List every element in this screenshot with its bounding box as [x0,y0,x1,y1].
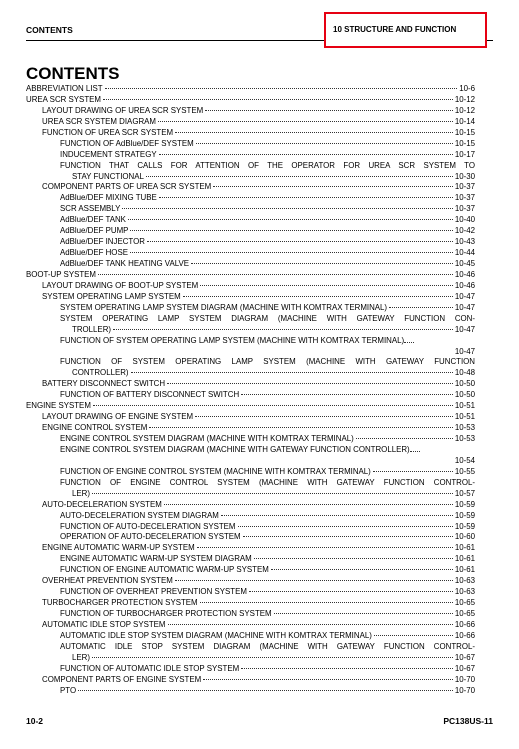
toc-leader-dots [241,668,453,669]
toc-entry[interactable] [26,95,475,106]
toc-page: 10-43 [454,237,475,247]
toc-leader-dots [93,405,453,406]
toc-page: 10-37 [454,204,475,214]
toc-entry-title: LAYOUT DRAWING OF BOOT-UP SYSTEM [42,280,199,290]
toc-page: 10-42 [454,226,475,236]
toc-entry[interactable] [26,226,475,237]
toc-entry[interactable] [26,565,475,576]
toc-leader-dots [404,342,414,343]
toc-entry[interactable] [26,248,475,259]
toc-entry-title: ENGINE AUTOMATIC WARM-UP SYSTEM DIAGRAM [60,554,252,564]
toc-entry[interactable] [26,292,475,303]
toc-entry-title: AdBlue/DEF TANK [60,215,126,225]
toc-entry-title: AdBlue/DEF HOSE [60,248,128,258]
toc-page: 10-53 [454,434,475,443]
toc-leader-dots [78,690,453,691]
toc-entry-title: ABBREVIATION LIST [26,84,103,93]
page-title: CONTENTS [26,64,120,83]
toc-entry-title: FUNCTION OF TURBOCHARGER PROTECTION SYSTEM [60,609,272,618]
header-section-label: CONTENTS [26,25,73,35]
toc-entry-line[interactable] [26,445,475,456]
toc-leader-dots [146,176,453,177]
toc-entry-title: AUTOMATIC IDLE STOP SYSTEM DIAGRAM (MACHINE WITH KOMTRAX TERMINAL) [60,630,372,640]
toc-entry-title: COMPONENT PARTS OF ENGINE SYSTEM [42,674,202,684]
toc-leader-dots [205,110,453,111]
toc-leader-dots [249,591,453,592]
toc-page: 10-59 [454,521,475,531]
toc-entry-line[interactable] [26,357,475,368]
toc-leader-dots [241,394,453,395]
toc-entry[interactable] [26,150,475,161]
toc-entry-title: AdBlue/DEF INJECTOR [60,237,145,247]
toc-leader-dots [175,132,453,133]
toc-entry-title: OPERATION OF AUTO-DECELERATION SYSTEM [60,532,241,542]
toc-leader-dots [221,515,453,516]
toc-entry[interactable] [26,182,475,193]
toc-entry[interactable] [26,467,475,478]
toc-page: 10-51 [454,412,475,422]
toc-leader-dots [213,186,453,187]
toc-entry-title: ENGINE AUTOMATIC WARM-UP SYSTEM [42,543,195,553]
toc-entry[interactable] [26,609,475,620]
toc-entry-title: LER) [72,652,90,662]
toc-leader-dots [191,263,453,264]
toc-entry[interactable] [26,522,475,533]
toc-entry[interactable] [26,412,475,423]
toc-page: 10-54 [454,455,475,465]
toc-entry[interactable] [26,259,475,270]
toc-entry-line[interactable] [26,161,475,172]
toc-page: 10-61 [454,554,475,564]
toc-entry[interactable] [26,500,475,511]
toc-entry[interactable] [26,215,475,226]
toc-entry[interactable] [26,664,475,675]
toc-page: 10-45 [454,259,475,268]
toc-entry[interactable] [26,653,475,664]
toc-leader-dots [164,504,453,505]
toc-entry[interactable] [26,576,475,587]
toc-entry[interactable] [26,511,475,522]
toc-leader-dots [147,241,453,242]
toc-entry[interactable] [26,401,475,412]
toc-page: 10-63 [454,587,475,597]
toc-leader-dots [274,613,453,614]
toc-entry-title: FUNCTION OF SYSTEM OPERATING LAMP SYSTEM (MACHINE WITH KOMTRAX TERMINAL) [60,335,405,345]
toc-leader-dots [103,99,453,100]
toc-leader-dots [175,580,453,581]
toc-leader-dots [167,383,453,384]
toc-entry[interactable] [26,554,475,565]
toc-page: 10-14 [454,116,475,126]
table-of-contents [26,84,475,697]
toc-entry[interactable] [26,379,475,390]
toc-entry-title: AdBlue/DEF MIXING TUBE [60,193,157,203]
toc-entry-title: INDUCEMENT STRATEGY [60,149,157,159]
toc-page: 10-30 [454,171,475,181]
toc-entry-title: UREA SCR SYSTEM DIAGRAM [42,116,156,126]
toc-entry-title: UREA SCR SYSTEM [26,94,101,104]
toc-page: 10-37 [454,182,475,192]
toc-page: 10-46 [454,280,475,290]
toc-leader-dots [92,493,453,494]
toc-page: 10-53 [454,423,475,433]
toc-entry-title: AUTOMATIC IDLE STOP SYSTEM DIAGRAM (MACHINE WITH GATEWAY FUNCTION CONTROL- [60,641,475,651]
toc-page: 10-70 [454,685,475,695]
toc-entry-title: LAYOUT DRAWING OF UREA SCR SYSTEM [42,105,204,115]
toc-leader-dots [254,558,453,559]
toc-entry-line[interactable] [26,336,475,347]
toc-page: 10-15 [454,138,475,148]
toc-entry-title: FUNCTION OF ENGINE CONTROL SYSTEM (MACHINE WITH GATEWAY FUNCTION CONTROL- [60,477,475,487]
toc-leader-dots [203,679,453,680]
toc-entry[interactable] [26,489,475,500]
toc-entry-title: TURBOCHARGER PROTECTION SYSTEM [42,598,198,608]
toc-entry[interactable] [26,532,475,543]
toc-page: 10-12 [454,105,475,115]
toc-leader-dots [159,154,453,155]
toc-leader-dots [168,624,453,625]
toc-leader-dots [197,547,453,548]
toc-entry-title: TROLLER) [72,324,112,334]
toc-entry-title: FUNCTION THAT CALLS FOR ATTENTION OF THE OPERATOR FOR UREA SCR SYSTEM TO [60,160,475,170]
toc-leader-dots [128,219,453,220]
toc-page: 10-63 [454,576,475,586]
toc-entry[interactable] [26,423,475,434]
toc-entry-line[interactable] [26,478,475,489]
toc-entry-title: FUNCTION OF SYSTEM OPERATING LAMP SYSTEM (MACHINE WITH GATEWAY FUNCTION [60,357,475,367]
toc-leader-dots [374,635,453,636]
toc-entry[interactable] [26,686,475,697]
toc-leader-dots [243,536,453,537]
toc-page: 10-67 [454,652,475,662]
toc-page: 10-37 [454,193,475,203]
toc-leader-dots [159,197,453,198]
toc-entry[interactable] [26,325,475,336]
toc-entry-title: CONTROLLER) [72,368,129,378]
toc-page: 10-48 [454,368,475,378]
toc-entry-title: SYSTEM OPERATING LAMP SYSTEM DIAGRAM (MACHINE WITH GATEWAY FUNCTION CON- [60,313,475,323]
toc-entry-title: FUNCTION OF AUTO-DECELERATION SYSTEM [60,521,236,531]
toc-entry-title: FUNCTION OF AUTOMATIC IDLE STOP SYSTEM [60,663,240,673]
toc-entry[interactable] [26,139,475,150]
toc-entry-title: BATTERY DISCONNECT SWITCH [42,379,166,389]
toc-entry[interactable] [26,434,475,445]
toc-entry[interactable] [26,390,475,401]
toc-page: 10-12 [454,94,475,104]
toc-entry-title: LER) [72,488,90,498]
toc-entry-line[interactable] [26,642,475,653]
toc-leader-dots [158,121,453,122]
toc-entry-title: FUNCTION OF BATTERY DISCONNECT SWITCH [60,390,240,400]
toc-entry[interactable] [26,237,475,248]
toc-leader-dots [183,296,453,297]
toc-entry-line[interactable] [26,314,475,325]
toc-page-continuation[interactable] [26,347,475,358]
toc-leader-dots [149,427,452,428]
toc-page: 10-65 [454,609,475,618]
toc-page: 10-66 [454,619,475,629]
toc-entry[interactable] [26,281,475,292]
toc-entry-title: ENGINE CONTROL SYSTEM [42,423,148,433]
toc-page: 10-51 [454,401,475,411]
toc-entry-title: AUTO-DECELERATION SYSTEM DIAGRAM [60,510,219,520]
toc-leader-dots [105,88,458,89]
toc-leader-dots [196,143,453,144]
toc-page: 10-59 [454,510,475,520]
toc-leader-dots [98,274,453,275]
toc-entry-title: COMPONENT PARTS OF UREA SCR SYSTEM [42,182,212,192]
toc-entry[interactable] [26,587,475,598]
toc-entry-title: PTO [60,685,77,695]
toc-entry-title: BOOT-UP SYSTEM [26,269,97,279]
toc-page: 10-6 [459,84,475,93]
toc-leader-dots [195,416,453,417]
footer-model-number: PC138US-11 [443,716,493,726]
toc-leader-dots [389,307,453,308]
toc-entry[interactable] [26,117,475,128]
toc-page: 10-17 [454,149,475,159]
toc-leader-dots [410,451,420,452]
toc-page-continuation[interactable] [26,456,475,467]
toc-page: 10-60 [454,532,475,542]
toc-entry-title: SYSTEM OPERATING LAMP SYSTEM DIAGRAM (MACHINE WITH KOMTRAX TERMINAL) [60,302,388,312]
toc-entry-title: AUTOMATIC IDLE STOP SYSTEM [42,619,166,629]
toc-page: 10-47 [454,302,475,312]
toc-entry[interactable] [26,106,475,117]
toc-entry[interactable] [26,631,475,642]
toc-entry-title: FUNCTION OF OVERHEAT PREVENTION SYSTEM [60,587,247,597]
toc-entry[interactable] [26,620,475,631]
toc-page: 10-55 [454,466,475,476]
toc-entry-title: FUNCTION OF AdBlue/DEF SYSTEM [60,138,194,148]
toc-leader-dots [271,569,453,570]
toc-page: 10-57 [454,488,475,498]
toc-entry[interactable] [26,368,475,379]
toc-page: 10-47 [454,346,475,356]
toc-page: 10-61 [454,543,475,553]
toc-entry[interactable] [26,303,475,314]
toc-entry[interactable] [26,598,475,609]
toc-page: 10-70 [454,674,475,684]
toc-leader-dots [130,252,453,253]
toc-leader-dots [200,285,453,286]
toc-entry[interactable] [26,270,475,281]
toc-entry-title: ENGINE SYSTEM [26,401,91,411]
toc-page: 10-61 [454,565,475,575]
toc-page: 10-59 [454,499,475,509]
toc-page: 10-66 [454,630,475,640]
toc-page: 10-50 [454,379,475,389]
toc-entry-title: ENGINE CONTROL SYSTEM DIAGRAM (MACHINE WITH GATEWAY FUNCTION CONTROLLER) [60,444,410,454]
toc-page: 10-40 [454,215,475,225]
toc-entry-title: FUNCTION OF ENGINE CONTROL SYSTEM (MACHINE WITH KOMTRAX TERMINAL) [60,466,371,476]
toc-entry-title: ENGINE CONTROL SYSTEM DIAGRAM (MACHINE WITH KOMTRAX TERMINAL) [60,434,354,443]
toc-entry-title: SYSTEM OPERATING LAMP SYSTEM [42,291,181,301]
toc-page: 10-50 [454,390,475,400]
toc-entry[interactable] [26,204,475,215]
toc-page: 10-67 [454,663,475,673]
toc-entry-title: AUTO-DECELERATION SYSTEM [42,499,162,509]
toc-page: 10-44 [454,248,475,258]
toc-entry-title: AdBlue/DEF PUMP [60,226,129,236]
toc-entry[interactable] [26,543,475,554]
toc-leader-dots [122,208,452,209]
toc-entry[interactable] [26,172,475,183]
toc-leader-dots [238,526,453,527]
toc-entry[interactable] [26,84,475,95]
toc-leader-dots [130,230,452,231]
toc-leader-dots [200,602,453,603]
toc-entry-title: SCR ASSEMBLY [60,204,121,214]
toc-leader-dots [92,657,453,658]
toc-entry-title: AdBlue/DEF TANK HEATING VALVE [60,259,190,268]
toc-leader-dots [113,329,453,330]
toc-page: 10-65 [454,598,475,608]
toc-entry[interactable] [26,193,475,204]
toc-page: 10-47 [454,291,475,301]
toc-leader-dots [131,372,453,373]
footer-page-number: 10-2 [26,716,44,726]
toc-entry[interactable] [26,675,475,686]
toc-page: 10-15 [454,127,475,137]
toc-entry[interactable] [26,128,475,139]
toc-page: 10-46 [454,269,475,279]
toc-leader-dots [373,471,453,472]
toc-entry-title: LAYOUT DRAWING OF ENGINE SYSTEM [42,412,194,422]
toc-leader-dots [356,438,453,439]
toc-entry-title: FUNCTION OF UREA SCR SYSTEM [42,127,174,137]
toc-page: 10-47 [454,324,475,334]
toc-entry-title: OVERHEAT PREVENTION SYSTEM [42,576,173,586]
header-chapter-title: 10 STRUCTURE AND FUNCTION [333,25,457,34]
toc-entry-title: STAY FUNCTIONAL [72,171,144,181]
toc-entry-title: FUNCTION OF ENGINE AUTOMATIC WARM-UP SYSTEM [60,565,269,575]
